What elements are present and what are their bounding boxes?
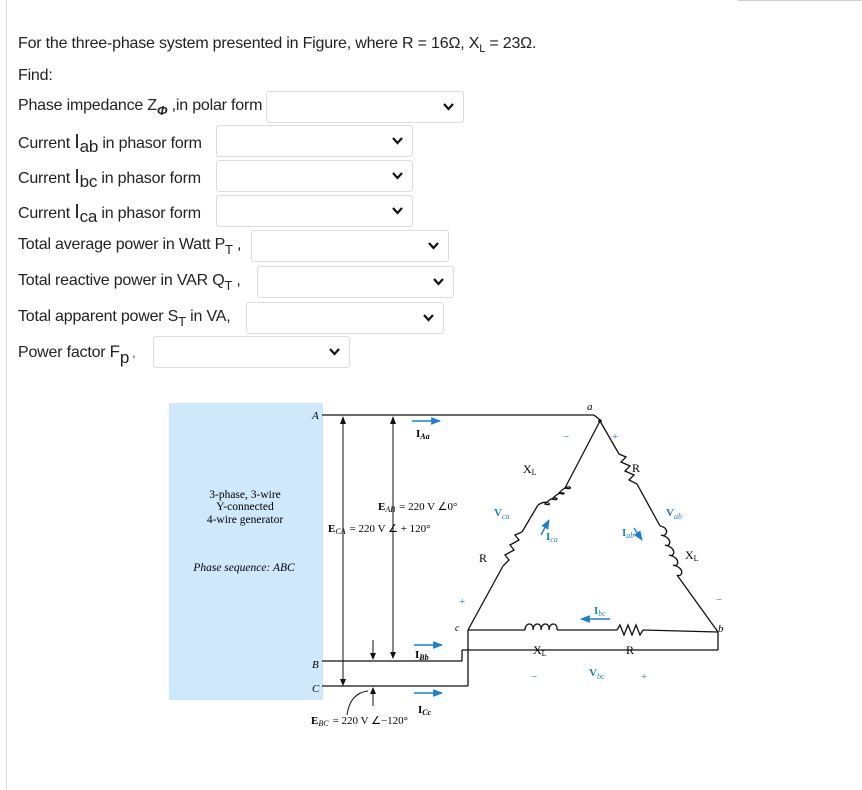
I-Aa-label: IAa: [416, 428, 430, 441]
XL-label-bc: XL: [533, 643, 547, 658]
current-arrow-ab: [634, 528, 642, 540]
I-ca-label: Ica: [546, 531, 558, 544]
I-Bb-label: IBb: [415, 649, 429, 662]
phase-sequence-label: Phase sequence: ABC: [193, 562, 295, 574]
V-ab-label: $V_{ab}$: [666, 507, 682, 521]
branch-ca: [468, 566, 503, 630]
E-BC-label: EBC = 220 V ∠−120°: [311, 715, 409, 728]
minus-sign-b: −: [716, 594, 723, 606]
node-a-label: a: [587, 401, 593, 413]
row-label-current-bc: Current Ibc in phasor form: [18, 166, 201, 191]
inductor-ca: [538, 487, 570, 505]
plus-sign-c: +: [459, 596, 466, 608]
I-bc-label: Ibc: [594, 605, 606, 618]
R-label-ab: R: [632, 461, 641, 475]
voltage-arrow-bc: [347, 691, 368, 715]
E-AB-label: EAB = 220 V ∠0°: [378, 501, 458, 514]
inductor-bc: [525, 624, 557, 630]
E-CA-label: ECA = 220 V ∠ + 120°: [328, 523, 431, 536]
minus-sign-a-left: −: [563, 431, 570, 443]
generator-block: [169, 403, 323, 700]
plus-sign-bc: +: [641, 671, 648, 683]
row-label-current-ca: Current Ica in phasor form: [18, 201, 201, 226]
node-B-label: B: [312, 659, 319, 671]
row-label-total-reactive-power: Total reactive power in VAR $Q_T$ ,: [18, 272, 241, 293]
I-Cc-label: ICc: [418, 704, 432, 717]
node-c-label: c: [455, 623, 460, 634]
row-label-current-ab: Current Iab in phasor form: [18, 131, 202, 156]
node-b-label: b: [718, 623, 724, 635]
generator-label-2: Y-connected: [216, 501, 274, 513]
XL-label-ab: XL: [685, 548, 699, 563]
resistor-ca: [503, 532, 522, 566]
V-ca-label: $V_{ca}$: [494, 507, 510, 521]
resistor-bc: [617, 625, 643, 635]
row-label-power-factor: Power factor Fp ,: [18, 342, 136, 367]
question-intro: For the three-phase system presented in Figure, where R = 16Ω, $X_L = 23\Omega$.: [18, 35, 537, 55]
generator-label-3: 4-wire generator: [206, 514, 284, 526]
generator-label-1: 3-phase, 3-wire: [209, 489, 281, 501]
find-label: Find:: [18, 67, 53, 84]
row-label-total-average-power: Total average power in Watt $P_T$ ,: [18, 236, 242, 257]
node-C-label: C: [312, 683, 320, 695]
row-label-phase-impedance: Phase impedance $Z_\Phi$ ,in polar form: [18, 97, 263, 118]
plus-sign-a-right: +: [612, 431, 619, 443]
R-label-bc: R: [626, 643, 635, 657]
I-ab-label: Iab: [622, 527, 635, 540]
node-A-label: A: [312, 410, 319, 422]
row-label-total-apparent-power: Total apparent power $S_T$ in VA,: [18, 308, 231, 329]
XL-label-ca: XL: [523, 462, 537, 477]
minus-sign-bc: −: [531, 671, 538, 683]
inductor-ab: [660, 526, 682, 576]
V-bc-label: $V_{bc}$: [589, 667, 605, 681]
R-label-ca: R: [479, 551, 488, 565]
